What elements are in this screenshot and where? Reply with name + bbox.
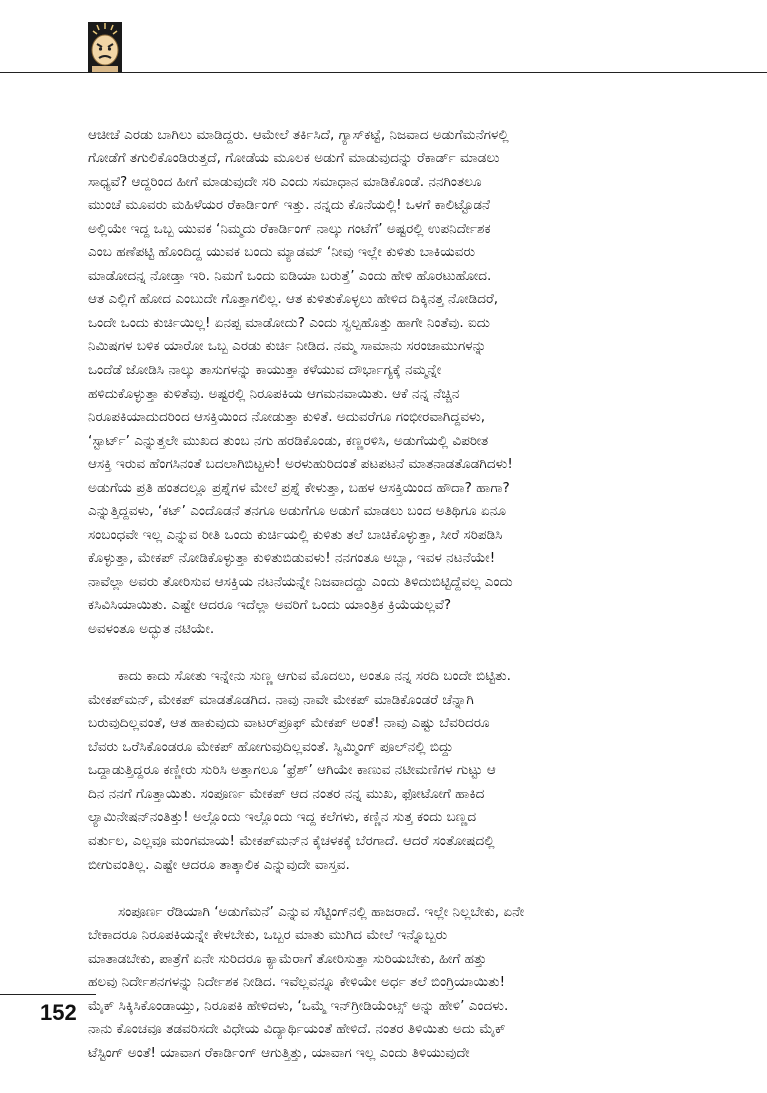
header-rule — [0, 72, 767, 73]
paragraph: ಆಚೀಚೆ ಎರಡು ಬಾಗಿಲು ಮಾಡಿದ್ದರು. ಆಮೇಲೆ ತರ್ಕಿಸಿದೆ, ಗ್ಯಾಸ್‌ಕಟ್ಟೆ, ನಿಜವಾದ ಅಡುಗೆಮನೆಗಳಲ್ಲಿ ಗೋಡೆಗೆ ತಗುಲಿಕೊಂಡಿರುತ್ತದೆ, ಗೋಡೆಯ ಮೂಲಕ ಅಡುಗೆ ಮಾಡುವುದನ್ನು ರೆಕಾರ್ಡ್ ಮಾಡಲು ಸಾಧ್ಯವೆ? ಆದ್ದರಿಂದ ಹೀಗೆ ಮಾಡುವುದೇ ಸರಿ ಎಂದು ಸಮಾಧಾನ ಮಾಡಿಕೊಂಡೆ. ನನಗಿಂತಲೂ ಮುಂಚೆ ಮೂವರು ಮಹಿಳೆಯರ ರೆಕಾರ್ಡಿಂಗ್ ಇತ್ತು. ನನ್ನದು ಕೊನೆಯಲ್ಲಿ! ಒಳಗೆ ಕಾಲಿಟ್ಟೊಡನೆ ಅಲ್ಲಿಯೇ ಇದ್ದ ಒಬ್ಬ ಯುವಕ ‘ನಿಮ್ಮದು ರೆಕಾರ್ಡಿಂಗ್ ನಾಲ್ಕು ಗಂಟೆಗೆ’ ಅಷ್ಟರಲ್ಲಿ ಉಪನಿರ್ದೇಶಕ ಎಂಬ ಹಣೆಪಟ್ಟಿ ಹೊಂದಿದ್ದ ಯುವಕ ಬಂದು ಮ್ಯಾಡಮ್ ‘ನೀವು ಇಲ್ಲೇ ಕುಳಿತು ಬಾಕಿಯವರು ಮಾಡೋದನ್ನ ನೋಡ್ತಾ ಇರಿ. ನಿಮಗೆ ಒಂದು ಐಡಿಯಾ ಬರುತ್ತೆ’ ಎಂದು ಹೇಳಿ ಹೊರಟುಹೋದ. ಆತ ಎಲ್ಲಿಗೆ ಹೋದ ಎಂಬುದೇ ಗೊತ್ತಾಗಲಿಲ್ಲ. ಆತ ಕುಳಿತುಕೊಳ್ಳಲು ಹೇಳಿದ ದಿಕ್ಕಿನತ್ತ ನೋಡಿದರೆ, ಒಂದೇ ಒಂದು ಕುರ್ಚಿಯಿಲ್ಲ! ಏನಪ್ಪ ಮಾಡೋದು? ಎಂದು ಸ್ವಲ್ಪಹೊತ್ತು ಹಾಗೇ ನಿಂತೆವು. ಐದು ನಿಮಿಷಗಳ ಬಳಿಕ ಯಾರೋ ಒಬ್ಬ ಎರಡು ಕುರ್ಚಿ ನೀಡಿದ. ನಮ್ಮ ಸಾಮಾನು ಸರಂಜಾಮುಗಳನ್ನು ಒಂದೆಡೆ ಜೋಡಿಸಿ ನಾಲ್ಕು ತಾಸುಗಳನ್ನು ಕಾಯುತ್ತಾ ಕಳೆಯುವ ದೌರ್ಭಾಗ್ಯಕ್ಕೆ ನಮ್ಮನ್ನೇ ಹಳಿದುಕೊಳ್ಳುತ್ತಾ ಕುಳಿತೆವು. ಅಷ್ಟರಲ್ಲಿ ನಿರೂಪಕಿಯ ಆಗಮನವಾಯಿತು. ಆಕೆ ನನ್ನ ನೆಚ್ಚಿನ ನಿರೂಪಕಿಯಾದುದರಿಂದ ಆಸಕ್ತಿಯಿಂದ ನೋಡುತ್ತಾ ಕುಳಿತೆ. ಅದುವರೆಗೂ ಗಂಭೀರವಾಗಿದ್ದವಳು, ‘ಸ್ಟಾರ್ಟ್’ ಎನ್ನುತ್ತಲೇ ಮುಖದ ತುಂಬ ನಗು ಹರಡಿಕೊಂಡು, ಕಣ್ಣರಳಿಸಿ, ಅಡುಗೆಯಲ್ಲಿ ವಿಪರೀತ ಆಸಕ್ತಿ ಇರುವ ಹೆಂಗಸಿನಂತೆ ಬದಲಾಗಿಬಿಟ್ಟಳು! ಅರಳುಹುರಿದಂತೆ ಪಟಪಟನೆ ಮಾತನಾಡತೊಡಗಿದಳು! ಅಡುಗೆಯ ಪ್ರತಿ ಹಂತದಲ್ಲೂ ಪ್ರಶ್ನೆಗಳ ಮೇಲೆ ಪ್ರಶ್ನೆ ಕೇಳುತ್ತಾ, ಬಹಳ ಆಸಕ್ತಿಯಿಂದ ಹೌದಾ? ಹಾಗಾ? ಎನ್ನುತ್ತಿದ್ದವಳು, ‘ಕಟ್’ ಎಂದೊಡನೆ ತನಗೂ ಅಡುಗೆಗೂ ಅಡುಗೆ ಮಾಡಲು ಬಂದ ಅತಿಥಿಗೂ ಏನೂ ಸಂಬಂಧವೇ ಇಲ್ಲ ಎನ್ನುವ ರೀತಿ ಒಂದು ಕುರ್ಚಿಯಲ್ಲಿ ಕುಳಿತು ತಲೆ ಬಾಚಿಕೊಳ್ಳುತ್ತಾ, ಸೀರೆ ಸರಿಪಡಿಸಿ ಕೊಳ್ಳುತ್ತಾ, ಮೇಕಪ್ ನೋಡಿಕೊಳ್ಳುತ್ತಾ ಕುಳಿತುಬಿಡುವಳು! ನನಗಂತೂ ಅಬ್ಬಾ, ಇವಳ ನಟನೆಯೇ! ನಾವೆಲ್ಲಾ ಅವರು ತೋರಿಸುವ ಆಸಕ್ತಿಯ ನಟನೆಯನ್ನೇ ನಿಜವಾದದ್ದು ಎಂದು ತಿಳಿದುಬಿಟ್ಟಿದ್ದೆವಲ್ಲ ಎಂದು ಕಸಿವಿಸಿಯಾಯಿತು. ಎಷ್ಟೇ ಆದರೂ ಇದೆಲ್ಲಾ ಅವರಿಗೆ ಒಂದು ಯಾಂತ್ರಿಕ ಕ್ರಿಯೆಯಲ್ಲವೆ? ಅವಳಂತೂ ಅದ್ಭುತ ನಟಿಯೇ. — [88, 126, 513, 638]
angry-face-icon — [88, 22, 122, 72]
paragraph: ಸಂಪೂರ್ಣ ರೆಡಿಯಾಗಿ ‘ಅಡುಗೆಮನೆ’ ಎನ್ನುವ ಸೆಟ್ಟಿಂಗ್‌ನಲ್ಲಿ ಹಾಜರಾದೆ. ಇಲ್ಲೇ ನಿಲ್ಲಬೇಕು, ಏನೇ ಬೇಕಾದರೂ ನಿರೂಪಕಿಯನ್ನೇ ಕೇಳಬೇಕು, ಒಬ್ಬರ ಮಾತು ಮುಗಿದ ಮೇಲೆ ಇನ್ನೊಬ್ಬರು ಮಾತಾಡಬೇಕು, ಪಾತ್ರೆಗೆ ಏನೇ ಸುರಿದರೂ ಕ್ಯಾಮೆರಾಗೆ ತೋರಿಸುತ್ತಾ ಸುರಿಯಬೇಕು, ಹೀಗೆ ಹತ್ತು ಹಲವು ನಿರ್ದೇಶನಗಳನ್ನು ನಿರ್ದೇಶಕ ನೀಡಿದ. ಇವೆಲ್ಲವನ್ನೂ ಕೇಳಿಯೇ ಅರ್ಧ ತಲೆ ಬಿಂಗ್ರಿಯಾಯಿತು! ಮೈಕ್ ಸಿಕ್ಕಿಸಿಕೊಂಡಾಯ್ತು, ನಿರೂಪಕಿ ಹೇಳಿದಳು, ‘ಒಮ್ಮೆ ಇನ್‌ಗ್ರೀಡಿಯೆಂಟ್ಸ್ ಅನ್ನು ಹೇಳಿ’ ಎಂದಳು. ನಾನು ಕೊಂಚವೂ ತಡವರಿಸದೇ ವಿಧೇಯ ವಿದ್ಯಾರ್ಥಿಯಂತೆ ಹೇಳಿದೆ. ನಂತರ ತಿಳಿಯಿತು ಅದು ಮೈಕ್ ಟೆಸ್ಟಿಂಗ್ ಅಂತೆ! ಯಾವಾಗ ರೆಕಾರ್ಡಿಂಗ್ ಆಗುತ್ತಿತ್ತು, ಯಾವಾಗ ಇಲ್ಲ ಎಂದು ತಿಳಿಯುವುದೇ — [88, 903, 525, 1061]
page-number: 152 — [40, 1000, 77, 1025]
article-body — [88, 100, 710, 1089]
paragraph: ಕಾದು ಕಾದು ಸೋತು ಇನ್ನೇನು ಸುಣ್ಣ ಆಗುವ ಮೊದಲು, ಅಂತೂ ನನ್ನ ಸರದಿ ಬಂದೇ ಬಿಟ್ಟಿತು. ಮೇಕಪ್‌ಮನ್, ಮೇಕಪ್ ಮಾಡತೊಡಗಿದ. ನಾವು ನಾವೇ ಮೇಕಪ್ ಮಾಡಿಕೊಂಡರೆ ಚೆನ್ನಾಗಿ ಬರುವುದಿಲ್ಲವಂತೆ, ಆತ ಹಾಕುವುದು ವಾಟರ್‌ಪ್ರೂಫ್ ಮೇಕಪ್ ಅಂತೆ! ನಾವು ಎಷ್ಟು ಬೆವರಿದರೂ ಬೆವರು ಒರೆಸಿಕೊಂಡರೂ ಮೇಕಪ್ ಹೋಗುವುದಿಲ್ಲವಂತೆ. ಸ್ವಿಮ್ಮಿಂಗ್ ಪೂಲ್‌ನಲ್ಲಿ ಬಿದ್ದು ಒದ್ದಾಡುತ್ತಿದ್ದರೂ ಕಣ್ಣೀರು ಸುರಿಸಿ ಅತ್ತಾಗಲೂ ‘ಫ್ರೆಶ್’ ಆಗಿಯೇ ಕಾಣುವ ನಟೀಮಣಿಗಳ ಗುಟ್ಟು ಆ ದಿನ ನನಗೆ ಗೊತ್ತಾಯಿತು. ಸಂಪೂರ್ಣ ಮೇಕಪ್ ಆದ ನಂತರ ನನ್ನ ಮುಖ, ಫೋಟೋಗೆ ಹಾಕಿದ ಲ್ಯಾಮಿನೇಷನ್‌ನಂತಿತ್ತು! ಅಲ್ಲೊಂದು ಇಲ್ಲೊಂದು ಇದ್ದ ಕಲೆಗಳು, ಕಣ್ಣಿನ ಸುತ್ತ ಕಂದು ಬಣ್ಣದ ವರ್ತುಲ, ಎಲ್ಲವೂ ಮಂಗಮಾಯ! ಮೇಕಪ್‌ಮನ್‌ನ ಕೈಚಳಕಕ್ಕೆ ಬೆರಗಾದೆ. ಆದರೆ ಸಂತೋಷದಲ್ಲಿ ಬೀಗುವಂತಿಲ್ಲ. ಎಷ್ಟೇ ಆದರೂ ತಾತ್ಕಾಲಿಕ ಎನ್ನುವುದೇ ವಾಸ್ತವ. — [88, 668, 511, 873]
footer-rule — [0, 994, 96, 995]
